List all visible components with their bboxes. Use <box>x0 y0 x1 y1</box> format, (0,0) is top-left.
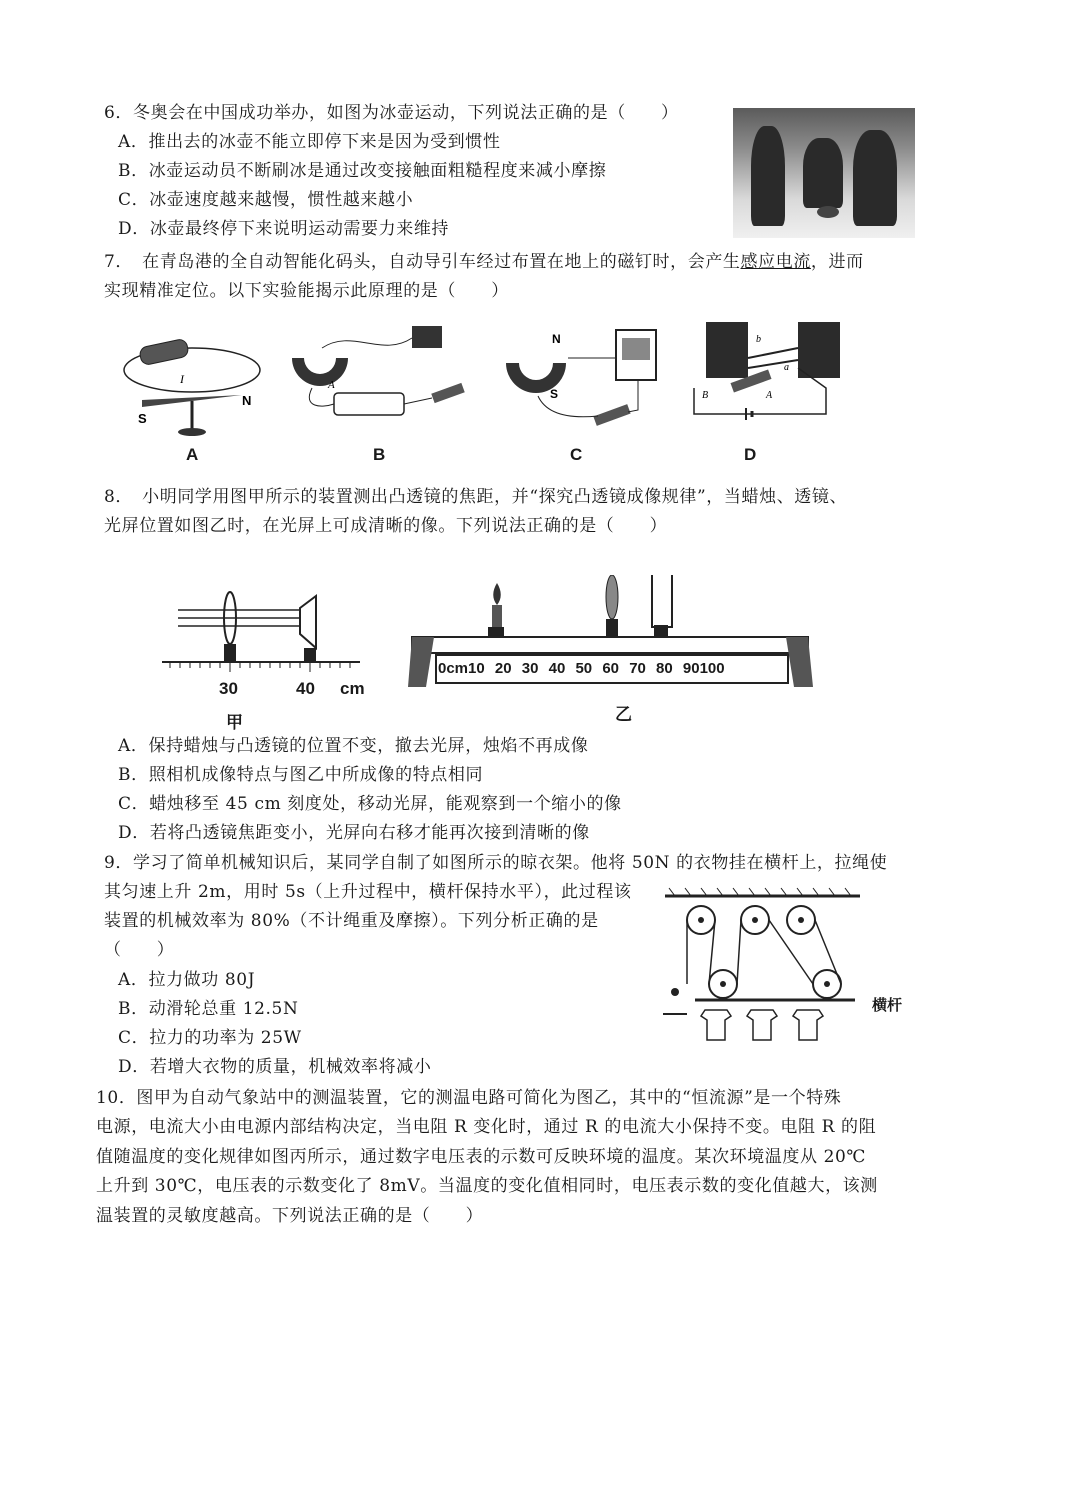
q7-label-b: B <box>373 445 386 464</box>
q9-option-c: C．拉力的功率为 25W <box>118 1028 302 1048</box>
label-n: N <box>242 393 252 408</box>
horseshoe-magnet <box>292 358 348 386</box>
light-screen <box>300 596 316 648</box>
optical-bench <box>412 637 808 653</box>
q7-stem-pre: 7． 在青岛港的全自动智能化码头，自动导引车经过布置在地上的磁钉时，会产生 <box>104 252 741 272</box>
rheostat <box>334 393 404 415</box>
q8-tick-cm: cm <box>340 679 365 698</box>
q10-line-4: 上升到 30℃，电压表的示数变化了 8mV。当温度的变化值相同时，电压表示数的变化值越大，该测 <box>96 1176 878 1196</box>
q7-figure-c <box>498 318 678 433</box>
scale-90: 90 <box>682 660 700 677</box>
candle-flame <box>493 583 501 605</box>
q8-option-a: A．保持蜡烛与凸透镜的位置不变，撤去光屏，烛焰不再成像 <box>118 736 589 756</box>
q9-option-b: B．动滑轮总重 12.5N <box>118 999 299 1019</box>
scale-0: 0cm <box>438 660 469 677</box>
scale-60: 60 <box>602 660 620 677</box>
q8-option-d: D．若将凸透镜焦距变小，光屏向右移才能再次接到清晰的像 <box>118 823 590 843</box>
battery <box>139 338 190 366</box>
label-a: A <box>328 379 335 391</box>
label-B: B <box>702 390 709 401</box>
q10-line-1: 10．图甲为自动气象站中的测温装置，它的测温电路可简化为图乙，其中的“恒流源”是一个特殊 <box>96 1088 842 1108</box>
q8-tick-30: 30 <box>219 679 238 698</box>
q9-pulley-figure <box>655 878 870 1053</box>
q7-label-d: D <box>744 445 757 464</box>
label-s: S <box>138 411 147 426</box>
magnet-left <box>706 322 748 378</box>
scale-40: 40 <box>548 660 566 677</box>
q9-stem-line2: 其匀速上升 2m，用时 5s（上升过程中，横杆保持水平），此过程该 <box>104 882 632 902</box>
q7-label-a: A <box>186 445 199 464</box>
label-b: b <box>756 334 761 345</box>
q6-option-c: C．冰壶速度越来越慢，惯性越来越小 <box>118 190 414 210</box>
battery <box>412 326 442 348</box>
q8-label-yi: 乙 <box>615 705 632 724</box>
q8-stem-line1: 8． 小明同学用图甲所示的装置测出凸透镜的焦距，并“探究凸透镜成像规律”，当蜡烛、透镜、 <box>104 487 848 507</box>
q6-option-b: B．冰壶运动员不断刷冰是通过改变接触面粗糙程度来减小摩擦 <box>118 161 607 181</box>
label-s: S <box>550 387 559 401</box>
q6-option-d: D．冰壶最终停下来说明运动需要力来维持 <box>118 219 450 239</box>
scale-70: 70 <box>629 660 646 677</box>
clothes-2 <box>747 1010 777 1040</box>
q9-option-d: D．若增大衣物的质量，机械效率将减小 <box>118 1057 432 1077</box>
scale-50: 50 <box>575 660 593 677</box>
clothes-1 <box>701 1010 731 1040</box>
lens-yi <box>606 575 618 619</box>
scale-80: 80 <box>656 660 673 677</box>
scale-20: 20 <box>494 660 512 677</box>
q7-stem-underline: 感应电流 <box>740 252 811 272</box>
switch <box>431 383 464 403</box>
q8-tick-40: 40 <box>296 679 315 698</box>
q8-stem-line2: 光屏位置如图乙时，在光屏上可成清晰的像。下列说法正确的是（ ） <box>104 516 668 536</box>
q7-stem-line1 <box>104 250 864 274</box>
q7-label-c: C <box>570 445 583 464</box>
q10-line-5: 温装置的灵敏度越高。下列说法正确的是（ ） <box>96 1206 484 1226</box>
q8-label-jia: 甲 <box>226 713 243 732</box>
q9-stem-line1: 9．学习了简单机械知识后，某同学自制了如图所示的晾衣架。他将 50N 的衣物挂在横杆上，拉绳使 <box>104 853 888 873</box>
q8-option-c: C．蜡烛移至 45 cm 刻度处，移动光屏，能观察到一个缩小的像 <box>118 794 622 814</box>
q8-option-b: B．照相机成像特点与图乙中所成像的特点相同 <box>118 765 484 785</box>
q7-stem-line2: 实现精准定位。以下实验能揭示此原理的是（ ） <box>104 281 509 301</box>
scale-10: 10 <box>468 660 485 677</box>
q6-stem: 6．冬奥会在中国成功举办，如图为冰壶运动，下列说法正确的是（ ） <box>104 103 679 123</box>
label-n: N <box>552 332 561 346</box>
q10-line-2: 电源，电流大小由电源内部结构决定，当电阻 R 变化时，通过 R 的电流大小保持不变。电阻 R 的阻 <box>96 1117 877 1137</box>
scale-100: 100 <box>699 660 725 677</box>
q7-figure-d <box>686 318 856 428</box>
label-a: a <box>784 362 789 373</box>
scale-30: 30 <box>521 660 539 677</box>
q7-figure-b <box>282 318 482 428</box>
screen-yi <box>652 575 672 627</box>
curling-photo <box>733 108 915 238</box>
q7-figure-a <box>112 325 272 445</box>
q9-option-a: A．拉力做功 80J <box>118 970 256 990</box>
hand <box>671 988 679 996</box>
label-A: A <box>766 390 773 401</box>
clothes-3 <box>793 1010 823 1040</box>
q9-stem-line3: 装置的机械效率为 80%（不计绳重及摩擦）。下列分析正确的是 <box>104 911 599 931</box>
q9-stem-line4: （ ） <box>104 940 175 960</box>
q8-yi-scale <box>438 660 725 677</box>
q8-figure-yi <box>408 575 813 695</box>
q7-stem-post: ，进而 <box>810 252 864 272</box>
magnet-right <box>798 322 840 378</box>
switch <box>593 404 630 426</box>
q6-option-a: A．推出去的冰壶不能立即停下来是因为受到惯性 <box>118 132 501 152</box>
label-i: I <box>180 372 184 386</box>
q9-label-crossbar: 横杆 <box>872 997 903 1014</box>
bench-leg-left <box>408 637 434 687</box>
q10-line-3: 值随温度的变化规律如图丙所示，通过数字电压表的示数可反映环境的温度。某次环境温度从 20℃ <box>96 1147 867 1167</box>
